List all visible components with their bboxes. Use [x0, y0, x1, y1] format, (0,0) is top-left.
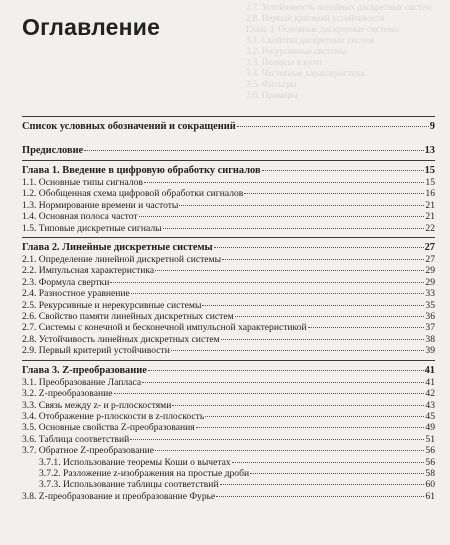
toc-section-entry[interactable] — [22, 491, 435, 502]
toc-page-number: 22 — [425, 222, 435, 234]
toc-page-number: 42 — [425, 388, 435, 400]
toc-front-entry[interactable] — [22, 144, 435, 157]
toc-section-entry[interactable] — [22, 177, 435, 188]
toc-page-number: 56 — [425, 445, 435, 457]
dot-leader — [139, 216, 425, 217]
toc-section-entry[interactable] — [22, 422, 435, 433]
toc-section-entry[interactable] — [22, 468, 435, 479]
dot-leader — [196, 427, 425, 428]
toc-page-number: 15 — [425, 177, 435, 188]
toc-entry-title: 1.4. Основная полоса частот — [22, 211, 138, 223]
dot-leader — [155, 450, 424, 451]
toc-section-entry[interactable] — [22, 334, 435, 345]
toc-page-number: 43 — [425, 399, 435, 411]
dot-leader — [114, 393, 425, 394]
toc-section-entry[interactable] — [22, 288, 435, 299]
toc-entry-title: Глава 3. Z-преобразование — [22, 364, 147, 376]
toc-section-entry[interactable] — [22, 400, 435, 411]
toc-entry-title: 2.9. Первый критерий устойчивости — [22, 345, 170, 357]
toc-section-entry[interactable] — [22, 411, 435, 422]
toc-chapter-heading[interactable] — [22, 364, 435, 377]
toc-entry-title: 2.2. Импульсная характеристика — [22, 265, 155, 277]
toc-page-number: 61 — [425, 490, 435, 502]
toc-page-number: 49 — [425, 422, 435, 434]
dot-leader — [202, 305, 424, 306]
toc-page-number: 21 — [425, 211, 435, 223]
dot-leader — [142, 382, 424, 383]
toc-page-number: 41 — [425, 376, 435, 388]
toc-page-number: 27 — [425, 254, 435, 266]
section-divider — [22, 237, 435, 238]
toc-front-entry[interactable] — [22, 120, 435, 133]
toc-entry-title: 3.7.1. Использование теоремы Коши о вычетах — [39, 456, 231, 468]
toc-page-number: 29 — [425, 276, 435, 288]
toc-chapter-heading[interactable] — [22, 164, 435, 177]
dot-leader — [214, 247, 424, 248]
toc-page-number: 13 — [424, 145, 435, 156]
dot-leader — [308, 327, 425, 328]
toc-page-number: 51 — [425, 433, 435, 445]
toc-entry-title: 2.8. Устойчивость линейных дискретных систем — [22, 333, 220, 345]
toc-entry-title: 3.7. Обратное Z-преобразование — [22, 445, 154, 457]
page-title: Оглавление — [22, 14, 161, 40]
toc-page-number: 37 — [425, 322, 435, 334]
toc-chapter-heading[interactable] — [22, 241, 435, 254]
toc-entry-title: 1.3. Нормирование времени и частоты — [22, 199, 179, 211]
toc-section-entry[interactable] — [22, 322, 435, 333]
bleed-line: 2.7. Устойчивость линейных дискретных систем — [246, 2, 432, 12]
toc-entry-title: 3.5. Основные свойства Z-преобразования — [22, 422, 195, 434]
dot-leader — [216, 496, 424, 497]
bleed-line: 3.3. Полюсы и нули — [246, 57, 322, 67]
toc-page-number: 36 — [425, 311, 435, 323]
toc-entry-title: 3.4. Отображение p-плоскости в z-плоскость — [22, 410, 205, 422]
toc-page-number: 45 — [425, 410, 435, 422]
toc-page-number: 27 — [424, 242, 435, 254]
toc-entry-title: 3.7.3. Использование таблицы соответствий — [39, 479, 219, 491]
dot-leader — [172, 405, 424, 406]
dot-leader — [262, 170, 424, 171]
dot-leader — [232, 462, 425, 463]
dot-leader — [222, 259, 424, 260]
toc-entry-title: 2.6. Свойство памяти линейных дискретных систем — [22, 311, 234, 323]
bleed-through-text — [240, 0, 450, 120]
toc-section-entry[interactable] — [22, 388, 435, 399]
toc-entry-title: 3.3. Связь между z- и p-плоскостями — [22, 399, 172, 411]
section-divider — [22, 116, 435, 117]
toc-page-number: 16 — [425, 188, 435, 200]
toc-entry-title: 2.3. Формула свертки — [22, 276, 110, 288]
toc-entry-title: Список условных обозначений и сокращений — [22, 121, 236, 132]
toc-page-number: 33 — [425, 288, 435, 300]
toc-entry-title: 2.4. Разностное уравнение — [22, 288, 130, 300]
dot-leader — [237, 126, 429, 127]
bleed-line: 3.6. Примеры — [246, 90, 298, 100]
toc-entry-title: 2.1. Определение линейной дискретной системы — [22, 254, 222, 266]
toc-page-number: 39 — [425, 345, 435, 357]
dot-leader — [110, 282, 424, 283]
toc-entry-title: Предисловие — [22, 145, 84, 156]
toc-page-number: 35 — [425, 299, 435, 311]
toc-entry-title: Глава 1. Введение в цифровую обработку сигналов — [22, 165, 261, 176]
dot-leader — [235, 316, 425, 317]
dot-leader — [148, 370, 424, 371]
toc-section-entry[interactable] — [22, 211, 435, 222]
toc-section-entry[interactable] — [22, 277, 435, 288]
toc-page-number: 15 — [424, 165, 435, 176]
toc-entry-title: 3.7.2. Разложение z-изображения на простые дроби — [39, 467, 250, 479]
toc-page-number: 38 — [425, 333, 435, 345]
toc-entry-title: 2.7. Системы с конечной и бесконечной импульсной характеристикой — [22, 322, 307, 334]
toc-section-entry[interactable] — [22, 457, 435, 468]
bleed-line: 2.8. Первый критерий устойчивости — [246, 13, 385, 23]
dot-leader — [155, 270, 424, 271]
toc-section-entry[interactable] — [22, 300, 435, 311]
toc-entry-title: 3.6. Таблица соответствий — [22, 433, 130, 445]
toc-entry-title: 2.5. Рекурсивные и нерекурсивные системы — [22, 299, 202, 311]
toc-entry-title: 3.8. Z-преобразование и преобразование Фурье — [22, 490, 216, 502]
dot-leader — [144, 182, 425, 183]
toc-page-number: 29 — [425, 265, 435, 277]
dot-leader — [84, 150, 423, 151]
section-divider — [22, 360, 435, 361]
toc-page-number: 21 — [425, 199, 435, 211]
toc-page-number: 58 — [425, 467, 435, 479]
toc-page-number: 60 — [425, 479, 435, 491]
dot-leader — [131, 293, 425, 294]
dot-leader — [221, 339, 425, 340]
dot-leader — [205, 416, 424, 417]
toc-section-entry[interactable] — [22, 311, 435, 322]
dot-leader — [130, 439, 424, 440]
dot-leader — [179, 205, 424, 206]
toc-section-entry[interactable] — [22, 188, 435, 199]
dot-leader — [220, 484, 425, 485]
bleed-line: 3.2. Рекурсивные системы — [246, 46, 347, 56]
bleed-line: 3.4. Частотные характеристики — [246, 68, 366, 78]
bleed-line: 3.5. Фильтры — [246, 79, 297, 89]
dot-leader — [163, 228, 425, 229]
toc-section-entry[interactable] — [22, 200, 435, 211]
toc-page-number: 56 — [425, 456, 435, 468]
toc-section-entry[interactable] — [22, 223, 435, 234]
toc-entry-title: 3.1. Преобразование Лапласа — [22, 376, 142, 388]
table-of-contents — [22, 111, 435, 502]
dot-leader — [171, 350, 425, 351]
bleed-line: Глава 3. Основные дискретные системы — [246, 24, 400, 34]
toc-section-entry[interactable] — [22, 434, 435, 445]
toc-entry-title: Глава 2. Линейные дискретные системы — [22, 242, 213, 254]
toc-section-entry[interactable] — [22, 265, 435, 276]
toc-entry-title: 3.2. Z-преобразование — [22, 388, 113, 400]
toc-entry-title: 1.2. Обобщенная схема цифровой обработки сигналов — [22, 188, 244, 200]
dot-leader — [244, 193, 424, 194]
toc-section-entry[interactable] — [22, 345, 435, 356]
dot-leader — [250, 473, 424, 474]
toc-page-number: 41 — [424, 364, 435, 376]
bleed-line: 3.1. Свойства дискретных систем — [246, 35, 374, 45]
toc-section-entry[interactable] — [22, 479, 435, 490]
section-divider — [22, 160, 435, 161]
toc-section-entry[interactable] — [22, 254, 435, 265]
toc-page-number: 9 — [429, 121, 435, 132]
toc-entry-title: 1.5. Типовые дискретные сигналы — [22, 222, 162, 234]
spacer — [22, 133, 435, 144]
toc-section-entry[interactable] — [22, 377, 435, 388]
toc-entry-title: 1.1. Основные типы сигналов — [22, 177, 143, 188]
toc-section-entry[interactable] — [22, 445, 435, 456]
